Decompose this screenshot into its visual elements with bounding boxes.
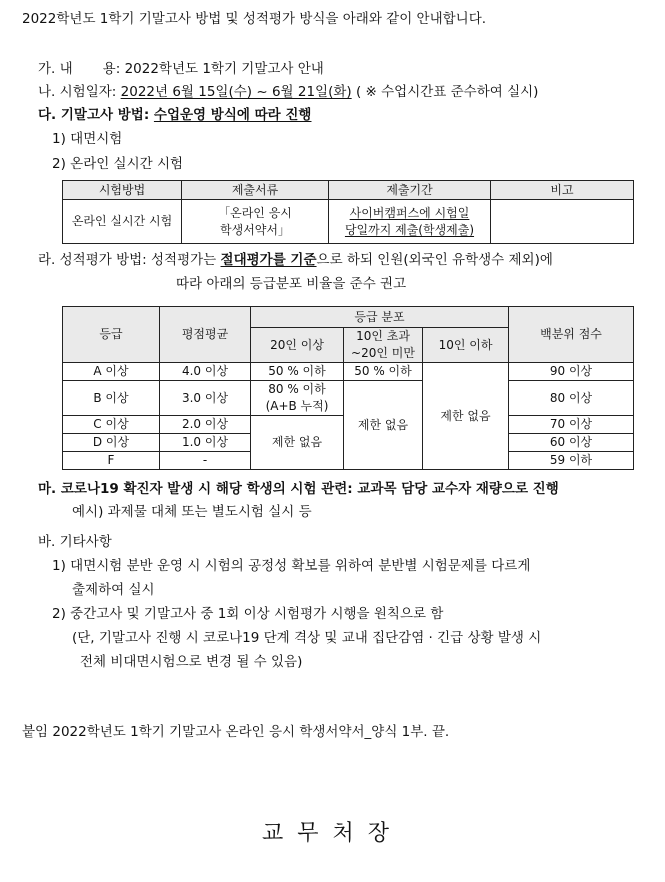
ba-note: 전체 비대면시험으로 변경 될 수 있음)	[80, 654, 303, 670]
pct-cell: 90 이상	[509, 363, 634, 381]
gpa-cell: 2.0 이상	[160, 416, 251, 434]
table2-header-dist: 등급 분포	[251, 307, 509, 328]
grade-cell: B 이상	[63, 381, 160, 416]
ra-line2: 따라 아래의 등급분포 비율을 준수 권고	[176, 276, 407, 292]
list-item: 1) 대면시험	[52, 131, 123, 147]
grade-cell: F	[63, 452, 160, 470]
ga-label: 가. 내	[38, 61, 73, 77]
ra-post: 으로 하되 인원(외국인 유학생수 제외)에	[316, 252, 553, 268]
table2-header-grade: 등급	[63, 307, 160, 363]
ga-label2: 용:	[102, 61, 121, 77]
dist-20-line: 80 % 이하	[268, 382, 326, 396]
ba-note: (단, 기말고사 진행 시 코로나19 단계 격상 및 교내 집단감염 · 긴급 상황 발생 시	[72, 630, 542, 646]
table1-header: 비고	[491, 181, 634, 200]
pct-cell: 59 이하	[509, 452, 634, 470]
section-da	[38, 106, 311, 124]
table2-header-10to20-line: 10인 초과	[356, 329, 410, 343]
na-label: 나. 시험일자:	[38, 84, 117, 100]
pct-cell: 80 이상	[509, 381, 634, 416]
ra-emph: 절대평가를 기준	[220, 252, 317, 268]
exam-method-table	[62, 180, 634, 244]
grade-cell: C 이상	[63, 416, 160, 434]
gpa-cell: -	[160, 452, 251, 470]
da-text: 수업운영 방식에 따라 진행	[153, 107, 312, 123]
ba-item: 1) 대면시험 분반 운영 시 시험의 공정성 확보를 위하여 분반별 시험문제를 다르게	[52, 558, 531, 574]
table1-method: 온라인 실시간 시험	[63, 200, 182, 244]
grade-cell: A 이상	[63, 363, 160, 381]
intro-text: 2022학년도 1학기 기말고사 방법 및 성적평가 방식을 아래와 같이 안내합니다.	[22, 11, 487, 27]
ga-text: 2022학년도 1학기 기말고사 안내	[124, 61, 324, 77]
table1-doc-line: 학생서약서」	[220, 222, 290, 237]
gpa-cell: 3.0 이상	[160, 381, 251, 416]
section-na	[38, 83, 538, 101]
table2-header-10to20-line: ~20인 미만	[351, 346, 415, 360]
dist-20-line: (A+B 누적)	[265, 399, 329, 413]
ra-pre: 성적평가는	[151, 252, 217, 268]
da-label: 다. 기말고사 방법:	[38, 107, 150, 123]
table1-doc-line: 「온라인 응시	[218, 205, 292, 220]
ba-item: 2) 중간고사 및 기말고사 중 1회 이상 시험평가 시행을 원칙으로 함	[52, 606, 444, 622]
table1-period-line: 당일까지 제출(학생제출)	[344, 222, 475, 237]
dist-10to20-cell: 50 % 이하	[344, 363, 423, 381]
pct-cell: 70 이상	[509, 416, 634, 434]
na-dates: 2022년 6월 15일(수) ~ 6월 21일(화)	[120, 84, 352, 100]
dist-20-cell	[251, 381, 344, 416]
dist-20-cell: 제한 없음	[251, 416, 344, 470]
section-ba: 바. 기타사항	[38, 534, 112, 550]
dist-20-cell: 50 % 이하	[251, 363, 344, 381]
table1-period	[329, 200, 491, 244]
table2-header-pct: 백분위 점수	[509, 307, 634, 363]
ma-example: 예시) 과제물 대체 또는 별도시험 실시 등	[72, 504, 312, 520]
section-ra	[38, 251, 553, 269]
list-item: 2) 온라인 실시간 시험	[52, 156, 184, 172]
table2-header-10to20	[344, 328, 423, 363]
table2-header-10under: 10인 이하	[423, 328, 509, 363]
grade-distribution-table	[62, 306, 634, 470]
dist-10to20-cell: 제한 없음	[344, 381, 423, 470]
table1-header: 시험방법	[63, 181, 182, 200]
signature: 교무처장	[261, 821, 403, 846]
table2-header-20: 20인 이상	[251, 328, 344, 363]
table1-docs	[182, 200, 329, 244]
table1-header: 제출서류	[182, 181, 329, 200]
table2-header-gpa: 평점평균	[160, 307, 251, 363]
table1-period-line: 사이버캠퍼스에 시험일	[349, 205, 470, 220]
na-note: ( ※ 수업시간표 준수하여 실시)	[355, 84, 539, 100]
gpa-cell: 4.0 이상	[160, 363, 251, 381]
section-ma: 마. 코로나19 확진자 발생 시 해당 학생의 시험 관련: 교과목 담당 교수자 재량으로 진행	[38, 481, 559, 497]
table1-header: 제출기간	[329, 181, 491, 200]
grade-cell: D 이상	[63, 434, 160, 452]
pct-cell: 60 이상	[509, 434, 634, 452]
dist-10under-cell: 제한 없음	[423, 363, 509, 470]
attachment-line: 붙임 2022학년도 1학기 기말고사 온라인 응시 학생서약서_양식 1부. 끝.	[22, 724, 450, 740]
gpa-cell: 1.0 이상	[160, 434, 251, 452]
ba-item-cont: 출제하여 실시	[72, 582, 155, 598]
section-ga	[38, 60, 324, 78]
ra-label: 라. 성적평가 방법:	[38, 252, 147, 268]
table1-note	[491, 200, 634, 244]
